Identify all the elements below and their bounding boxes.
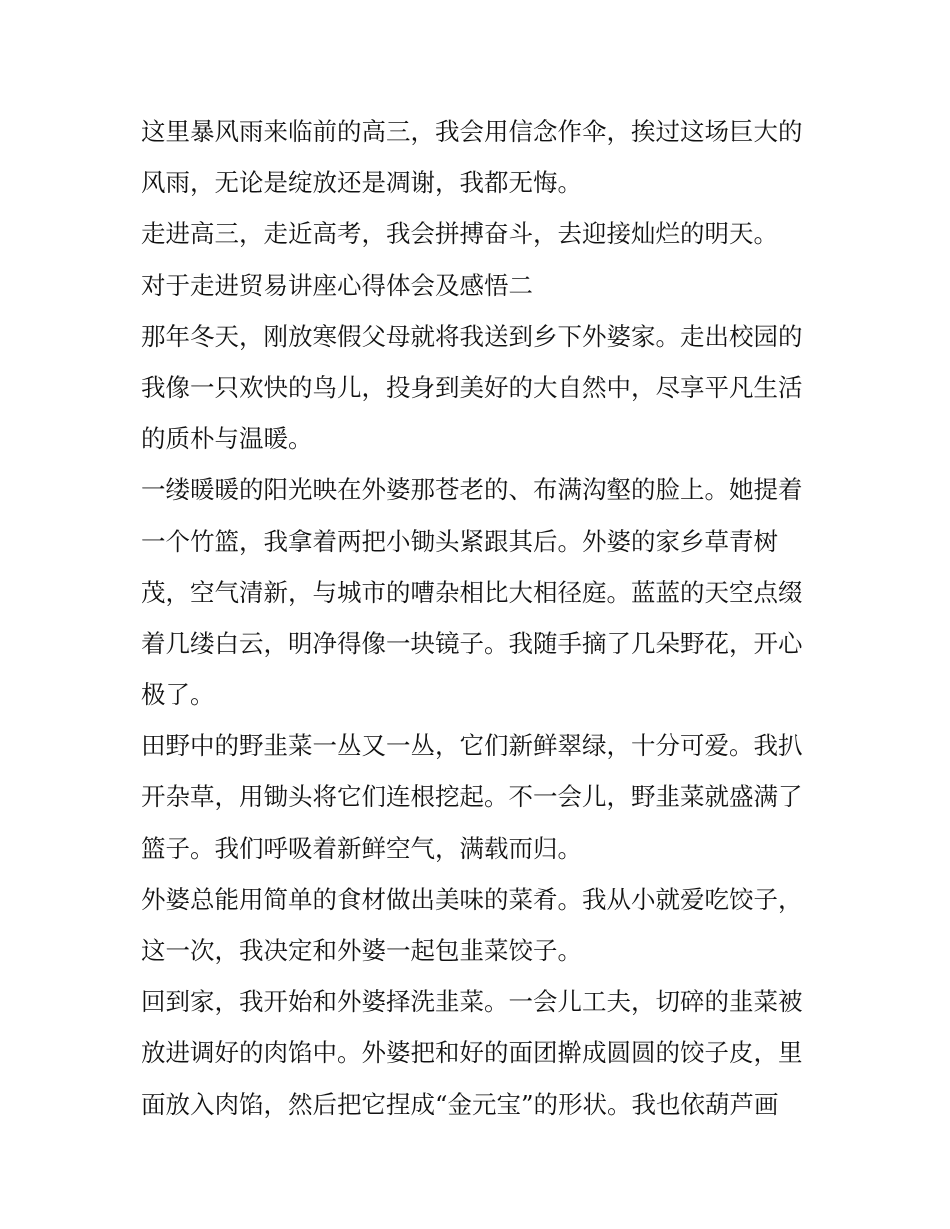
text-line: 着几缕白云，明净得像一块镜子。我随手摘了几朵野花，开心 [141,628,803,658]
text-line: 走进高三，走近高考，我会拼搏奋斗，去迎接灿烂的明天。 [141,219,778,249]
text-line: 那年冬天，刚放寒假父母就将我送到乡下外婆家。走出校园的 [141,321,803,351]
text-line: 这里暴风雨来临前的高三，我会用信念作伞，挨过这场巨大的 [141,117,803,146]
text-line: 放进调好的肉馅中。外婆把和好的面团擀成圆圆的饺子皮，里 [141,1038,803,1068]
text-line: 极了。 [141,680,215,710]
text-line: 篮子。我们呼吸着新鲜空气，满载而归。 [141,833,582,863]
text-line: 我像一只欢快的鸟儿，投身到美好的大自然中，尽享平凡生活 [141,372,803,402]
text-line: 风雨，无论是绽放还是凋谢，我都无悔。 [141,168,582,198]
text-line: 面放入肉馅，然后把它捏成“金元宝”的形状。我也依葫芦画 [141,1089,779,1119]
text-line: 茂，空气清新，与城市的嘈杂相比大相径庭。蓝蓝的天空点缀 [141,577,803,607]
text-line: 这一次，我决定和外婆一起包韭菜饺子。 [141,936,582,965]
document-body [141,106,821,1130]
text-line: 回到家，我开始和外婆择洗韭菜。一会儿工夫，切碎的韭菜被 [141,987,803,1017]
text-line: 开杂草，用锄头将它们连根挖起。不一会儿，野韭菜就盛满了 [141,782,803,812]
text-line: 田野中的野韭菜一丛又一丛，它们新鲜翠绿，十分可爱。我扒 [141,731,803,761]
text-line: 一缕暖暖的阳光映在外婆那苍老的、布满沟壑的脸上。她提着 [141,475,803,505]
section-heading: 对于走进贸易讲座心得体会及感悟二 [141,270,533,300]
text-line: 一个竹篮，我拿着两把小锄头紧跟其后。外婆的家乡草青树 [141,526,778,556]
text-line: 外婆总能用简单的食材做出美味的菜肴。我从小就爱吃饺子， [141,884,803,914]
text-line: 的质朴与温暖。 [141,424,313,454]
